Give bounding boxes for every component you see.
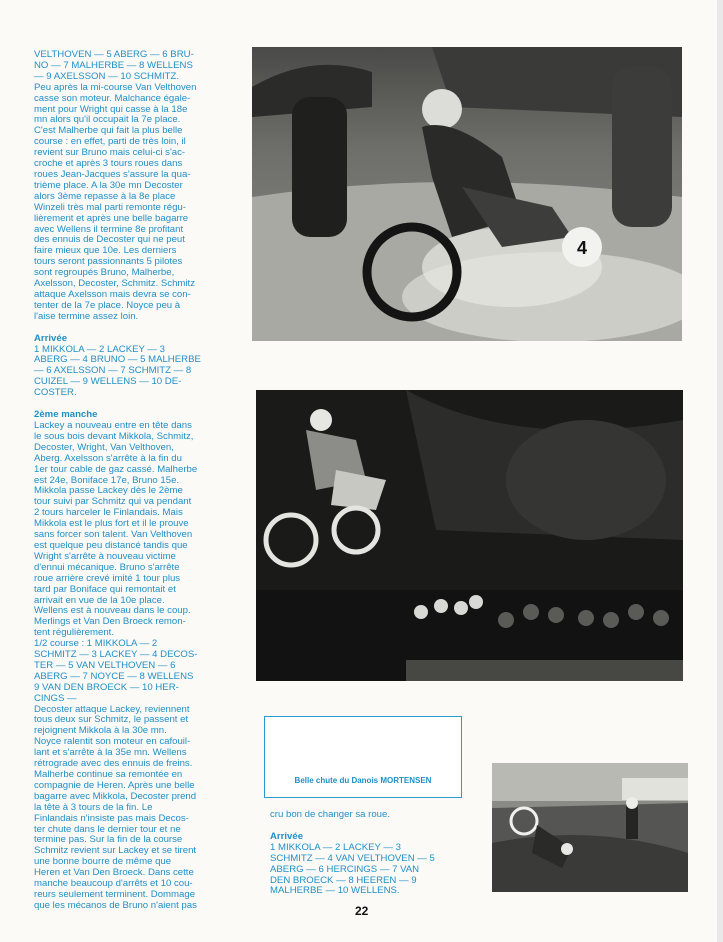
arrivee-1-results: 1 MIKKOLA — 2 LACKEY — 3 ABERG — 4 BRUNO — 5 MALHERBE — 6 AXELSSON — 7 SCHMITZ — 8 CUIZEL — 9 WELLENS — 10 DE- COSTER.: [34, 343, 201, 399]
half-course-standings: 1/2 course : 1 MIKKOLA — 2 SCHMITZ — 3 LACKEY — 4 DECOS- TER — 5 VAN VELTHOVEN — 6 ABERG — 7 NOYCE — 8 WELLENS 9 VAN DEN BROECK — 10 HER- CINGS —: [34, 638, 198, 704]
arrivee-1-title: Arrivée: [34, 332, 68, 344]
photo-crash-image: [492, 763, 688, 892]
arrivee-2-results: 1 MIKKOLA — 2 LACKEY — 3 SCHMITZ — 4 VAN VELTHOVEN — 5 ABERG — 6 HERCINGS — 7 VAN DEN BROECK — 8 HEEREN — 9 MALHERBE — 10 WELLENS.: [270, 841, 435, 897]
photo-rider-jump-crowd: [256, 390, 683, 681]
page-edge: [717, 0, 723, 942]
photo-caption-box: [264, 716, 462, 798]
arrivee-2-title: Arrivée: [270, 830, 304, 842]
svg-text:4: 4: [577, 238, 588, 258]
photo-jump-image: [256, 390, 683, 681]
results-continued: VELTHOVEN — 5 ABERG — 6 BRU- NO — 7 MALHERBE — 8 WELLENS — 9 AXELSSON — 10 SCHMITZ.: [34, 49, 194, 82]
second-heat-text: Lackey a nouveau entre en tête dans le sous bois devant Mikkola, Schmitz, Decoster, Wright, Van Velthoven, Aberg. Axelsson s'arrête à la fin du 1er tour cable de gaz cassé. Malherbe est 24e, Boniface 17e, Bruno 15e. Mikkola passe Lackey dès le 2ème tour suivi par Schmitz qui va pendant 2 tours harceler le Finlandais. Mais Mikkola est le plus fort et il le prouve sans forcer son talent. Van Velthoven est quelque peu distancé tandis que Wright s'arrête à nouveau victime d'ennui mécanique. Bruno s'arrête roue arrière crevé imité 1 tour plus tard par Boniface qui remontait et arrivait en vue de la 10e place. Wellens est à nouveau dans le coup. Merlings et Van Den Broeck remon- tent régulièrement.: [34, 420, 198, 639]
text-column-left: [34, 50, 230, 912]
photo-crash: [492, 763, 688, 892]
photo-caption: Belle chute du Danois MORTENSEN: [294, 776, 432, 785]
narrative-second-heat: Decoster attaque Lackey, reviennent tous deux sur Schmitz, le passent et rejoignent Mikkola à la 30e mn. Noyce ralentit son moteur en cafouil- lant et s'arrête à la 35e mn. Wellens rétrograde avec des ennuis de freins. Malherbe continue sa remontée en compagnie de Heren. Après une belle bagarre avec Mikkola, Decoster prend la tête à 3 tours de la fin. Le Finlandais n'insiste pas mais Decos- ter chute dans le dernier tour et ne termine pas. Sur la fin de la course Schmitz revient sur Lackey et se tirent une bonne bourre de même que Heren et Van Den Broeck. Dans cette manche beaucoup d'arrêts et 10 cou- reurs seulement terminent. Dommage que les mécanos de Bruno n'aient pas: [34, 703, 197, 911]
second-heat-title: 2ème manche: [34, 409, 98, 421]
text-column-middle: [270, 810, 464, 897]
photo-water-splash-image: [252, 47, 682, 341]
narrative-first-heat: Peu après la mi-course Van Velthoven casse son moteur. Malchance égale- ment pour Wright qui casse à la 18e mn alors qu'il occupait la 7e place. C'est Malherbe qui fait la plus belle course : en effet, parti de très loin, il revient sur Bruno mais celui-ci s'ac- croche et après 3 tours roues dans roues Jean-Jacques s'assure la qua- trième place. A la 30e mn Decoster alors 3ème repasse à la 8e place Winzeli très mal parti remonte régu- lièrement et après une belle bagarre avec Wellens il termine 8e profitant des ennuis de Decoster qui ne peut faire mieux que 10e. Les derniers tours seront passionnants 5 pilotes sont regroupés Bruno, Malherbe, Axelsson, Decoster, Schmitz. Schmitz attaque Axelsson mais devra se con- tenter de la 7e place. Noyce peu à l'aise termine assez loin.: [34, 81, 197, 322]
page-number: 22: [355, 904, 369, 918]
continued-line: cru bon de changer sa roue.: [270, 809, 391, 820]
photo-rider-water-splash: [252, 47, 682, 341]
